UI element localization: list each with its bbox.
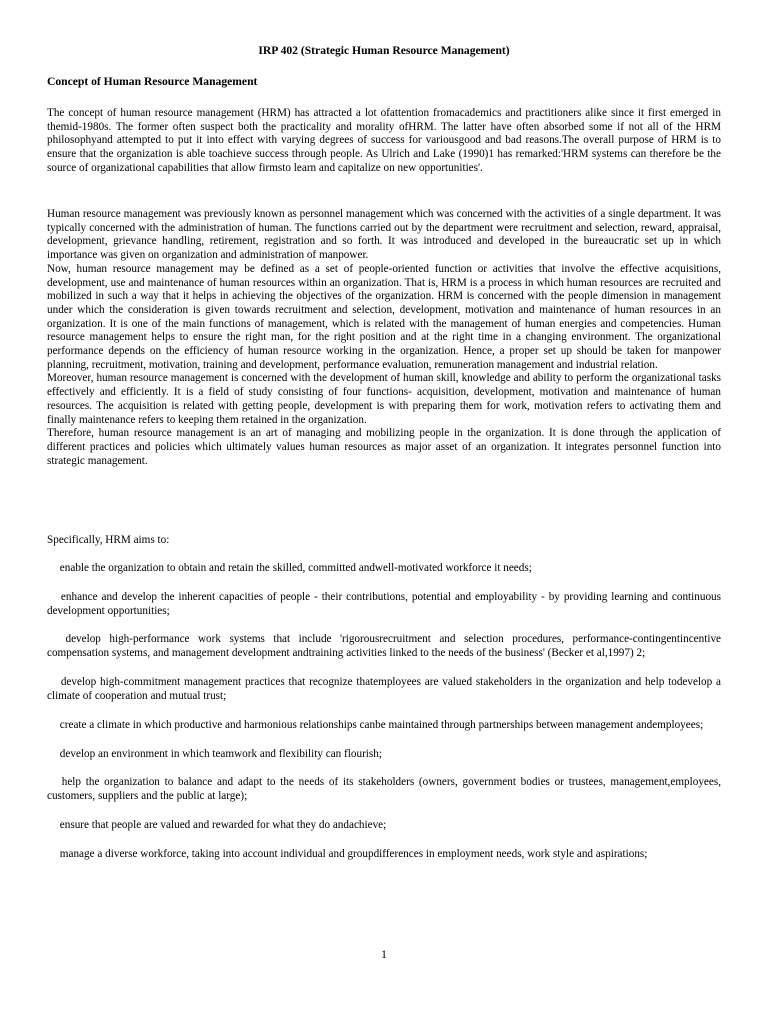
list-item [47,591,721,618]
list-item [47,676,721,703]
list-item [47,633,721,660]
list-item [47,819,721,833]
paragraph-concept: The concept of human resource management (HRM) has attracted a lot ofattention fromacademics and practitioners alike since it first emerged in themid-1980s. The former often suspect both the practicality and morality ofHRM. The latter have often absorbed some if not all of the HRM philosophyand attempted to put it into effect with varying degrees of success for variousgood and bad reasons.The overall purpose of HRM is to ensure that the organization is able toachieve success through people. As Ulrich and Lake (1990)1 has remarked:'HRM systems can therefore be the source of organizational capabilities that allow firmsto learn and capitalize on new opportunities'. [47,107,721,174]
list-item [47,748,721,762]
aim-text: create a climate in which productive and harmonious relationships canbe maintained through partnerships between management andemployees; [59,718,704,731]
list-item [47,848,721,862]
body-text-block [47,208,721,468]
aim-text: enable the organization to obtain and retain the skilled, committed andwell-motivated workforce it needs; [59,562,532,574]
aim-text: help the organization to balance and adapt to the needs of its stakeholders (owners, government bodies or trustees, management,employees, customers, suppliers and the public at large); [47,776,721,803]
aim-text: manage a diverse workforce, taking into account individual and groupdifferences in employment needs, work style and aspirations; [59,847,648,860]
list-item [47,719,721,733]
aim-text: ensure that people are valued and rewarded for what they do andachieve; [59,819,387,832]
aim-text: develop an environment in which teamwork and flexibility can flourish; [59,747,382,760]
section-heading: Concept of Human Resource Management [47,75,258,88]
aim-text: enhance and develop the inherent capacities of people - their contributions, potential and employability - by providing learning and continuous development opportunities; [47,590,721,617]
aims-list [47,562,721,877]
paragraph-hrm-functions: Moreover, human resource management is concerned with the development of human skill, knowledge and ability to perform the organizational tasks effectively and efficiently. It is a field of study consisting of four functions- acquisition, development, motivation and maintenance of human resources. The acquisition is related with getting people, development is with preparing them for work, motivation refers to activating them and finally maintenance refers to keeping them retained in the organization. [47,372,721,426]
document-title: IRP 402 (Strategic Human Resource Management) [258,44,510,57]
paragraph-hrm-art: Therefore, human resource management is an art of managing and mobilizing people in the organization. It is done through the application of different practices and policies which ultimately values human resources as major asset of an organization. It integrates personnel function into strategic management. [47,427,721,467]
list-item [47,562,721,576]
aim-text: develop high-performance work systems that include 'rigorousrecruitment and selection procedures, performance-contingentincentive compensation systems, and management development andtraining activities linked to the needs of the business' (Becker et al,1997) 2; [47,633,722,660]
aims-intro: Specifically, HRM aims to: [47,534,170,546]
list-item [47,776,721,803]
paragraph-hrm-definition: Now, human resource management may be defined as a set of people-oriented function or activities that involve the effective acquisitions, development, use and maintenance of human resources within an organization. That is, HRM is a process in which human resources are recruited and mobilized in such a way that it helps in achieving the objectives of the organization. HRM is concerned with the people dimension in management under which the consideration is given towards recruitment and selection, development, motivation and maintenance of human resources in an organization. It is one of the main functions of management, which is related with the management of human energies and competencies. Human resource management helps to ensure the right man, for the right position and at the right time in a changing environment. The organizational performance depends on the efficiency of human resource working in the organization. Hence, a proper set up should be taken for manpower planning, recruitment, motivation, training and development, performance evaluation, remuneration management and industrial relation. [47,262,721,371]
aim-text: develop high-commitment management practices that recognize thatemployees are valued stakeholders in the organization and help todevelop a climate of cooperation and mutual trust; [47,676,721,702]
paragraph-personnel-management: Human resource management was previously known as personnel management which was concerned with the activities of a single department. It was typically concerned with the administration of human. The functions carried out by the department were recruitment and selection, reward, appraisal, development, grievance handling, retirement, registration and so forth. It was introduced and developed in the bureaucratic set up in which importance was given on organization and administration of manpower. [47,208,721,262]
page-number: 1 [381,947,387,961]
